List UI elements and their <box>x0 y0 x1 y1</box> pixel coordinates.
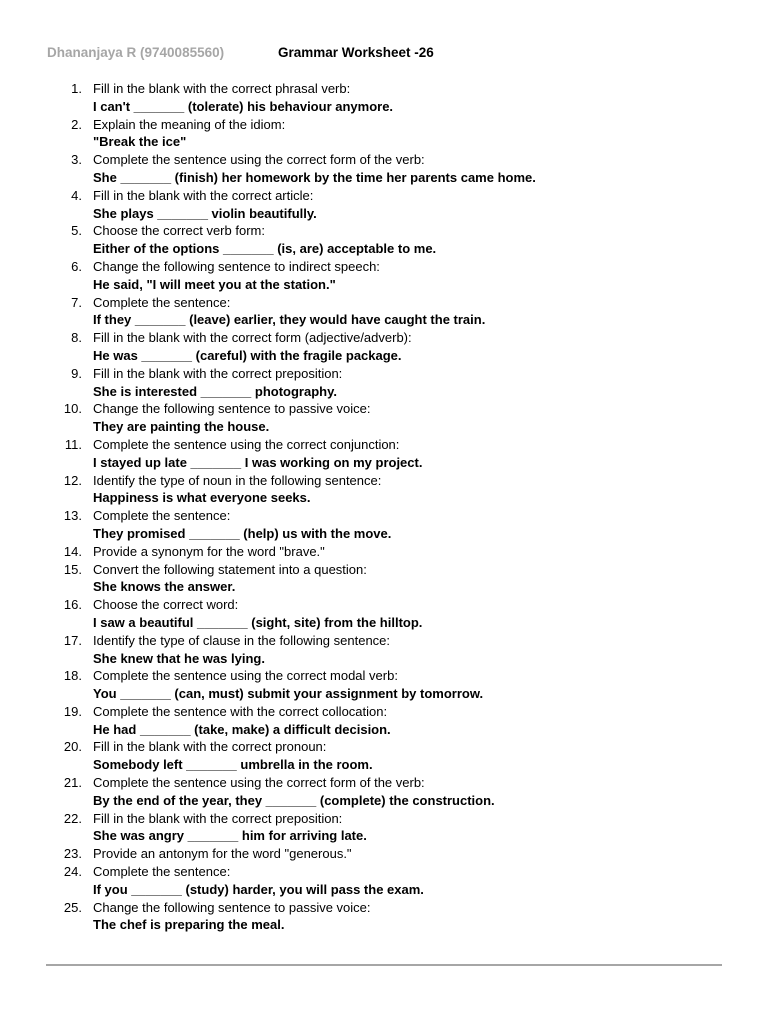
question-sentence: They promised _______ (help) us with the move. <box>93 525 392 541</box>
question-sentence: Somebody left _______ umbrella in the room. <box>93 757 373 773</box>
question-item <box>0 632 720 668</box>
question-sentence: You _______ (can, must) submit your assignment by tomorrow. <box>93 686 484 702</box>
question-number: 7. <box>71 294 82 310</box>
worksheet-title: Grammar Worksheet -26 <box>278 45 434 60</box>
question-instruction: Choose the correct word: <box>93 597 239 613</box>
question-instruction: Provide a synonym for the word "brave." <box>93 543 325 559</box>
author-name: Dhananjaya R (9740085560) <box>47 45 225 60</box>
question-instruction: Fill in the blank with the correct phrasal verb: <box>93 81 351 96</box>
question-sentence: He said, "I will meet you at the station." <box>93 276 336 292</box>
question-sentence: She was angry _______ him for arriving late. <box>93 828 367 844</box>
question-item <box>0 365 720 401</box>
question-number: 17. <box>63 632 82 648</box>
page-header <box>47 44 727 62</box>
question-item <box>0 400 720 436</box>
question-item <box>0 80 720 116</box>
question-number: 15. <box>63 561 82 577</box>
question-sentence: By the end of the year, they _______ (complete) the construction. <box>93 792 495 808</box>
question-item <box>0 472 720 508</box>
question-item <box>0 116 720 152</box>
question-item <box>0 294 720 330</box>
question-number: 16. <box>63 597 82 613</box>
question-instruction: Identify the type of clause in the following sentence: <box>93 632 391 648</box>
question-sentence: I can't _______ (tolerate) his behaviour anymore. <box>93 98 394 114</box>
question-instruction: Complete the sentence using the correct form of the verb: <box>93 775 425 791</box>
question-item <box>0 596 720 632</box>
question-item <box>0 667 720 703</box>
question-number: 9. <box>71 365 82 381</box>
question-instruction: Complete the sentence: <box>93 294 231 310</box>
question-number: 20. <box>63 739 82 755</box>
question-instruction: Change the following sentence to passive voice: <box>93 899 371 915</box>
question-number: 12. <box>63 472 82 488</box>
question-sentence: She knows the answer. <box>93 579 236 595</box>
question-instruction: Change the following sentence to passive voice: <box>93 401 371 417</box>
question-sentence: They are painting the house. <box>93 419 270 435</box>
question-list <box>0 80 720 934</box>
question-number: 22. <box>63 810 82 826</box>
question-sentence: She knew that he was lying. <box>93 650 265 666</box>
question-number: 14. <box>63 543 82 559</box>
question-number: 4. <box>71 187 82 203</box>
question-item <box>0 436 720 472</box>
question-sentence: I stayed up late _______ I was working on my project. <box>93 454 423 470</box>
question-instruction: Provide an antonym for the word "generous." <box>93 846 352 862</box>
footer-divider <box>46 964 722 966</box>
question-instruction: Convert the following statement into a question: <box>93 561 367 577</box>
question-item <box>0 329 720 365</box>
question-sentence: Either of the options _______ (is, are) acceptable to me. <box>93 241 437 257</box>
question-sentence: The chef is preparing the meal. <box>93 917 285 933</box>
question-instruction: Explain the meaning of the idiom: <box>93 116 286 132</box>
question-number: 5. <box>71 223 82 239</box>
question-instruction: Fill in the blank with the correct preposition: <box>93 810 343 826</box>
question-number: 24. <box>63 864 82 880</box>
question-number: 1. <box>71 81 82 96</box>
question-instruction: Change the following sentence to indirect speech: <box>93 258 380 274</box>
question-item <box>0 543 720 561</box>
question-item <box>0 151 720 187</box>
question-instruction: Complete the sentence using the correct conjunction: <box>93 436 400 452</box>
question-item <box>0 561 720 597</box>
question-instruction: Identify the type of noun in the following sentence: <box>93 472 382 488</box>
question-item <box>0 845 720 863</box>
question-sentence: She _______ (finish) her homework by the time her parents came home. <box>93 169 536 185</box>
question-item <box>0 222 720 258</box>
question-instruction: Fill in the blank with the correct preposition: <box>93 365 343 381</box>
question-instruction: Fill in the blank with the correct article: <box>93 187 314 203</box>
question-instruction: Complete the sentence with the correct collocation: <box>93 703 388 719</box>
question-number: 21. <box>63 775 82 791</box>
question-sentence: She plays _______ violin beautifully. <box>93 205 317 221</box>
question-sentence: If you _______ (study) harder, you will pass the exam. <box>93 881 424 897</box>
question-sentence: He was _______ (careful) with the fragile package. <box>93 347 402 363</box>
question-sentence: He had _______ (take, make) a difficult decision. <box>93 721 391 737</box>
question-sentence: If they _______ (leave) earlier, they would have caught the train. <box>93 312 486 328</box>
question-instruction: Complete the sentence using the correct modal verb: <box>93 668 398 684</box>
question-instruction: Complete the sentence: <box>93 508 231 524</box>
question-number: 11. <box>64 436 82 452</box>
question-sentence: She is interested _______ photography. <box>93 383 337 399</box>
question-number: 18. <box>63 668 82 684</box>
question-item <box>0 703 720 739</box>
question-instruction: Fill in the blank with the correct pronoun: <box>93 739 327 755</box>
question-item <box>0 507 720 543</box>
question-number: 13. <box>63 508 82 524</box>
question-item <box>0 774 720 810</box>
question-number: 10. <box>63 401 82 417</box>
question-item <box>0 187 720 223</box>
question-item <box>0 863 720 899</box>
question-number: 6. <box>71 258 82 274</box>
question-item <box>0 258 720 294</box>
question-instruction: Complete the sentence: <box>93 864 231 880</box>
question-number: 25. <box>63 899 82 915</box>
question-instruction: Complete the sentence using the correct form of the verb: <box>93 152 425 168</box>
question-number: 19. <box>63 703 82 719</box>
question-sentence: I saw a beautiful _______ (sight, site) from the hilltop. <box>93 614 423 630</box>
question-number: 8. <box>71 330 82 346</box>
question-item <box>0 738 720 774</box>
question-number: 3. <box>71 152 82 168</box>
question-item <box>0 810 720 846</box>
question-number: 23. <box>63 846 82 862</box>
question-item <box>0 899 720 935</box>
question-number: 2. <box>71 116 82 132</box>
question-instruction: Choose the correct verb form: <box>93 223 265 239</box>
question-sentence: "Break the ice" <box>93 134 187 150</box>
question-sentence: Happiness is what everyone seeks. <box>93 490 311 506</box>
question-instruction: Fill in the blank with the correct form (adjective/adverb): <box>93 330 412 346</box>
